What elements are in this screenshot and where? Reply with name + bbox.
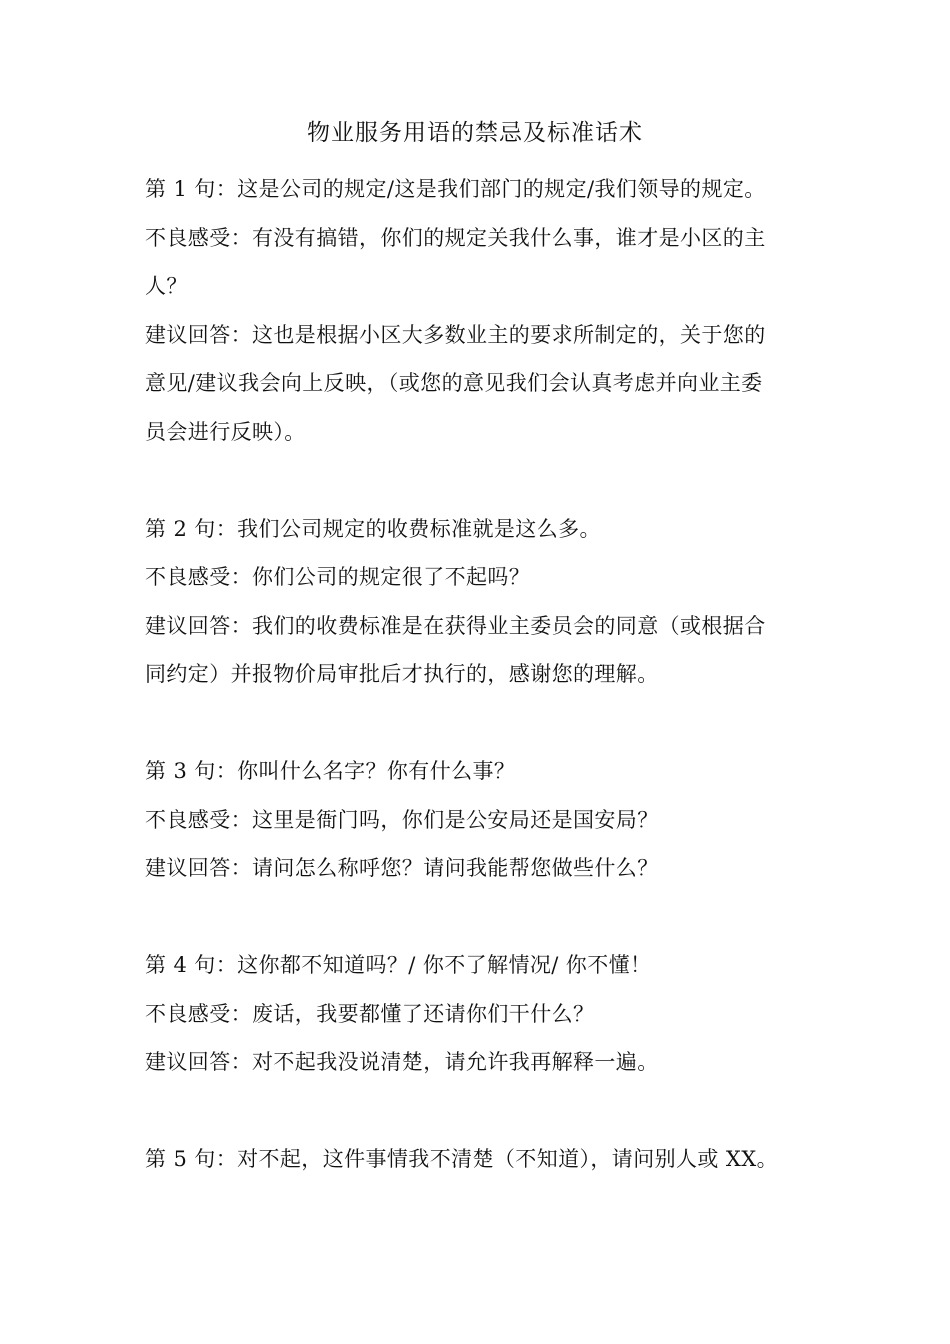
answer-1-line-1: 建议回答：这也是根据小区大多数业主的要求所制定的，关于您的 [145,322,766,347]
paragraph-gap [145,456,815,505]
answer-4-line-1: 建议回答：对不起我没说清楚，请允许我再解释一遍。 [145,1050,659,1074]
feeling-1-line-1: 不良感受：有没有搞错，你们的规定关我什么事，谁才是小区的主 [145,225,766,250]
sentence-2: 第 2 句：我们公司规定的收费标准就是这么多。 [145,516,601,541]
answer-2-line-2: 同约定）并报物价局审批后才执行的，感谢您的理解。 [145,662,659,686]
sentence-5: 第 5 句：对不起，这件事情我不清楚（不知道），请问别人或 XX。 [145,1147,778,1171]
document-body [145,165,815,1184]
feeling-1-line-2: 人？ [145,274,188,298]
paragraph-gap [145,699,815,748]
sentence-1: 第 1 句：这是公司的规定/这是我们部门的规定/我们领导的规定。 [145,177,766,201]
paragraph-gap [145,1087,815,1136]
feeling-2-line-1: 不良感受：你们公司的规定很了不起吗？ [145,565,531,589]
feeling-3-line-1: 不良感受：这里是衙门吗，你们是公安局还是国安局？ [145,807,659,832]
sentence-3: 第 3 句：你叫什么名字？你有什么事？ [145,759,516,783]
answer-2-line-1: 建议回答：我们的收费标准是在获得业主委员会的同意（或根据合 [145,613,766,638]
sentence-4: 第 4 句：这你都不知道吗？/ 你不了解情况/ 你不懂！ [145,953,652,977]
answer-1-line-2: 意见/建议我会向上反映，（或您的意见我们会认真考虑并向业主委 [145,371,763,395]
feeling-4-line-1: 不良感受：废话，我要都懂了还请你们干什么？ [145,1001,595,1026]
answer-3-line-1: 建议回答：请问怎么称呼您？请问我能帮您做些什么？ [145,856,659,880]
answer-1-line-3: 员会进行反映）。 [145,419,306,444]
paragraph-gap [145,893,815,942]
document-title: 物业服务用语的禁忌及标准话术 [307,120,643,146]
